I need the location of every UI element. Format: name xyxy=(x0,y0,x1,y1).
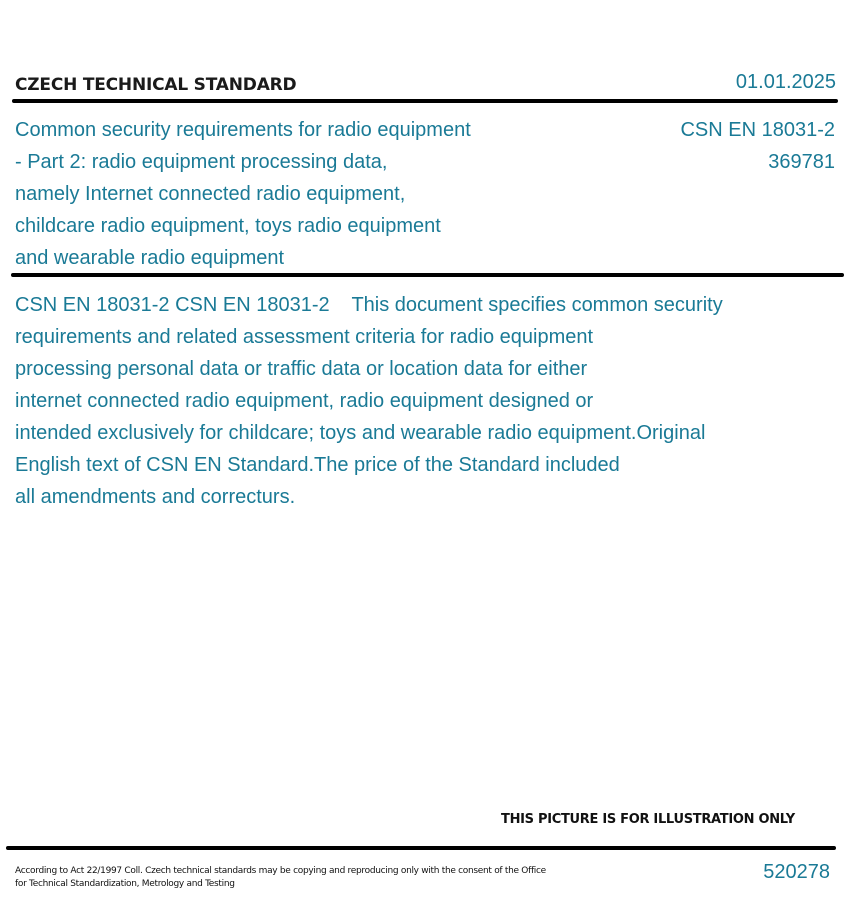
issue-date: 01.01.2025 xyxy=(735,71,836,93)
description-line: English text of CSN EN Standard.The price of the Standard included xyxy=(15,454,620,476)
footer-number: 520278 xyxy=(763,861,830,883)
header-divider xyxy=(12,99,838,103)
title-line: childcare radio equipment, toys radio equipment xyxy=(15,215,441,237)
legal-line: for Technical Standardization, Metrology and Testing xyxy=(15,879,235,889)
footer-divider xyxy=(6,846,836,850)
title-divider xyxy=(11,273,844,277)
legal-line: According to Act 22/1997 Coll. Czech technical standards may be copying and reproducing only with the consent of the Office xyxy=(15,866,546,876)
document-type-heading: CZECH TECHNICAL STANDARD xyxy=(15,75,297,95)
description-line: processing personal data or traffic data or location data for either xyxy=(15,358,588,380)
description-line: intended exclusively for childcare; toys and wearable radio equipment.Original xyxy=(15,422,706,444)
title-line: Common security requirements for radio equipment xyxy=(15,119,471,141)
legal-notice xyxy=(15,865,546,891)
standard-code: CSN EN 18031-2 xyxy=(680,119,835,141)
title-line: - Part 2: radio equipment processing data, xyxy=(15,151,388,173)
title-line: and wearable radio equipment xyxy=(15,247,285,269)
description-line: all amendments and correcturs. xyxy=(15,486,296,508)
catalog-number: 369781 xyxy=(768,151,835,173)
description-line: requirements and related assessment criteria for radio equipment xyxy=(15,326,594,348)
standard-identifiers xyxy=(680,114,835,178)
illustration-disclaimer: THIS PICTURE IS FOR ILLUSTRATION ONLY xyxy=(501,812,795,827)
title-line: namely Internet connected radio equipment, xyxy=(15,183,406,205)
standard-title xyxy=(15,114,471,274)
description-line: CSN EN 18031-2 CSN EN 18031-2 This document specifies common security xyxy=(15,294,723,316)
description-line: internet connected radio equipment, radio equipment designed or xyxy=(15,390,594,412)
standard-description xyxy=(15,289,815,513)
